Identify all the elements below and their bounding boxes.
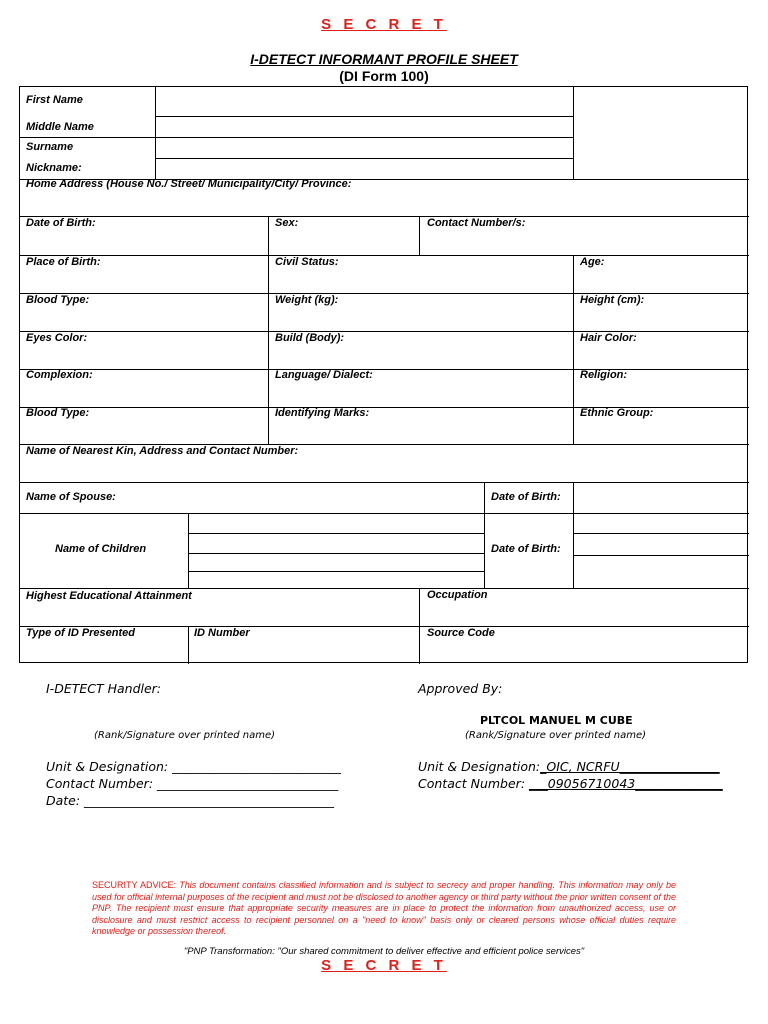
id-type-label: Type of ID Presented: [26, 627, 136, 639]
first-name-label: First Name: [26, 94, 83, 106]
spouse-dob-label: Date of Birth:: [491, 491, 561, 503]
complexion-label: Complexion:: [26, 369, 93, 381]
approver-contact-number: Contact Number: ___09056710043______________: [418, 776, 723, 791]
blood-type-2-label: Blood Type:: [26, 407, 90, 419]
height-label: Height (cm):: [580, 294, 645, 306]
age-label: Age:: [580, 256, 605, 268]
eyes-color-label: Eyes Color:: [26, 332, 88, 344]
handler-unit-designation: Unit & Designation: ___________________________: [46, 759, 341, 774]
nickname-label: Nickname:: [26, 162, 82, 174]
spouse-label: Name of Spouse:: [26, 491, 116, 503]
sex-label: Sex:: [275, 217, 299, 229]
religion-label: Religion:: [580, 369, 628, 381]
approved-by-label: Approved By:: [418, 681, 503, 696]
form-title: I-DETECT INFORMANT PROFILE SHEET: [250, 51, 518, 67]
handler-contact-number: Contact Number: _____________________________: [46, 776, 339, 791]
approver-name: PLTCOL MANUEL M CUBE: [480, 714, 633, 727]
language-label: Language/ Dialect:: [275, 369, 373, 381]
security-advice-head: SECURITY ADVICE:: [92, 880, 177, 890]
contact-numbers-label: Contact Number/s:: [427, 217, 526, 229]
ethnic-group-label: Ethnic Group:: [580, 407, 654, 419]
approver-unit-designation: Unit & Designation:_OIC, NCRFU________________: [418, 759, 720, 774]
place-of-birth-label: Place of Birth:: [26, 256, 101, 268]
education-label: Highest Educational Attainment: [26, 590, 192, 602]
hair-color-label: Hair Color:: [580, 332, 637, 344]
identifying-marks-label: Identifying Marks:: [275, 407, 370, 419]
civil-status-label: Civil Status:: [275, 256, 339, 268]
blood-type-label: Blood Type:: [26, 294, 90, 306]
id-number-label: ID Number: [194, 627, 250, 639]
home-address-label: Home Address (House No./ Street/ Municipality/City/ Province:: [26, 178, 352, 190]
source-code-label: Source Code: [427, 627, 495, 639]
dob-label: Date of Birth:: [26, 217, 96, 229]
security-advice: [92, 880, 676, 938]
classification-bottom: S E C R E T: [321, 957, 447, 974]
surname-label: Surname: [26, 141, 74, 153]
profile-form: [19, 86, 748, 663]
children-label: Name of Children: [55, 543, 147, 555]
handler-rank-caption: (Rank/Signature over printed name): [94, 730, 276, 741]
middle-name-label: Middle Name: [26, 121, 94, 133]
build-label: Build (Body):: [275, 332, 345, 344]
security-advice-text: This document contains classified information and is subject to secrecy and proper handling. This information may only be used for official internal purposes of the recipient and must not be disclosed to another agency or third party without the prior written consent of the PNP. The recipient must ensure that appropriate security measures are in place to protect the information from unauthorized access, use or disclosure and must restrict access to recipient personnel on a "need to know" basis only or cleared persons whose official duties require knowledge or possession thereof.: [92, 880, 677, 936]
nearest-kin-label: Name of Nearest Kin, Address and Contact Number:: [26, 445, 299, 457]
approver-rank-caption: (Rank/Signature over printed name): [465, 730, 647, 741]
pnp-motto: "PNP Transformation: "Our shared commitment to deliver effective and efficient police services": [183, 946, 585, 957]
children-dob-label: Date of Birth:: [491, 543, 561, 555]
handler-label: I-DETECT Handler:: [46, 681, 162, 696]
handler-date: Date: ________________________________________: [46, 793, 335, 808]
classification-top: S E C R E T: [321, 16, 447, 33]
occupation-label: Occupation: [427, 589, 488, 601]
form-number: (DI Form 100): [339, 68, 429, 84]
weight-label: Weight (kg):: [275, 294, 339, 306]
